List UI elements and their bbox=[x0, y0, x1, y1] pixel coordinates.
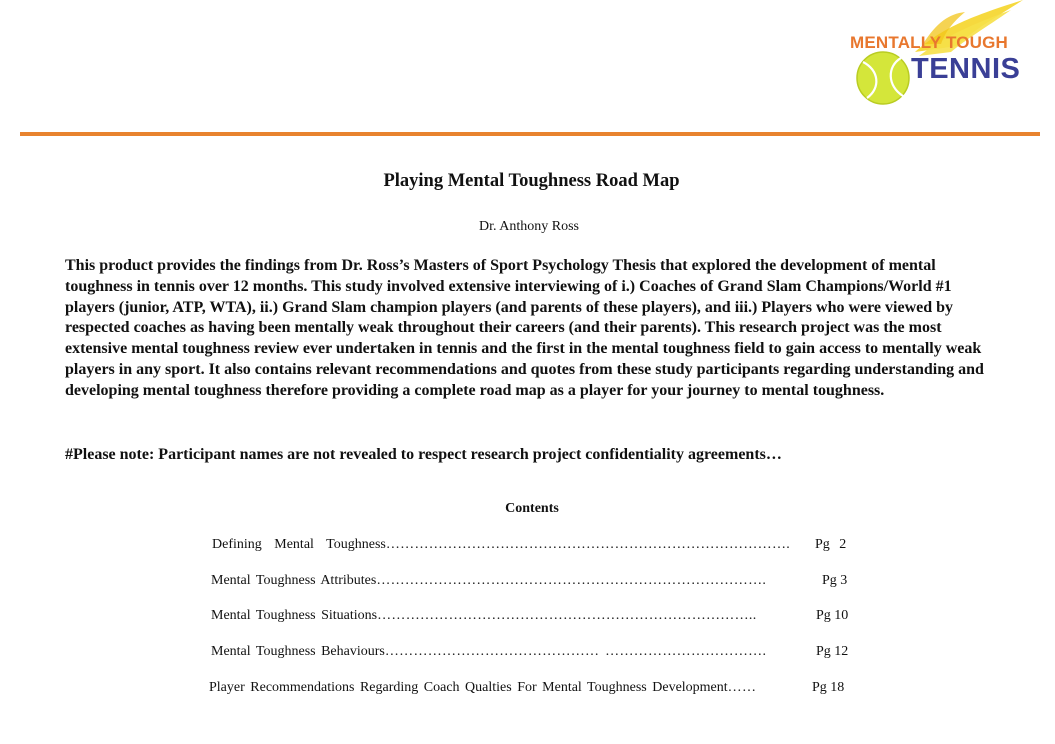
toc-leader-dots: ……………………………………… ……………………………. bbox=[384, 644, 767, 659]
document-title: Playing Mental Toughness Road Map bbox=[383, 171, 680, 191]
toc-entry-mental-toughness-behaviours[interactable] bbox=[211, 644, 766, 660]
document-author: Dr. Anthony Ross bbox=[479, 219, 579, 234]
toc-entry-label: Mental Toughness Behaviours bbox=[211, 644, 385, 659]
intro-paragraph: This product provides the findings from Dr. Ross’s Masters of Sport Psychology Thesis that explored the development of mental toughness in tennis over 12 months. This study involved extensive interviewing of i.) Coaches of Grand Slam Champions/World #1 players (junior, ATP, WTA), ii.) Grand Slam champion players (and parents of these players), and iii.) Players who were viewed by respected coaches as having been mentally weak throughout their careers (and their parents). This research project was the most extensive mental toughness review ever undertaken in tennis and the first in the mental toughness field to gain access to mentally weak players in any sport. It also contains relevant recommendations and quotes from these study participants regarding understanding and developing mental toughness therefore providing a complete road map as a player for your journey to mental toughness. bbox=[65, 257, 984, 399]
toc-page-number: Pg 10 bbox=[816, 608, 849, 623]
toc-entry-label: Mental Toughness Attributes bbox=[211, 573, 377, 588]
confidentiality-note: #Please note: Participant names are not revealed to respect research project confidentiality agreements… bbox=[65, 446, 782, 463]
toc-leader-dots: ………………………………………………………………………. bbox=[376, 573, 767, 588]
toc-entry-defining-mental-toughness[interactable] bbox=[212, 537, 790, 553]
header-divider bbox=[20, 132, 1040, 136]
toc-entry-label: Mental Toughness Situations bbox=[211, 608, 378, 623]
toc-entry-label: Defining Mental Toughness bbox=[212, 537, 386, 552]
toc-entry-label: Player Recommendations Regarding Coach Qualties For Mental Toughness Development bbox=[209, 680, 728, 695]
toc-page-number: Pg 12 bbox=[816, 644, 849, 659]
toc-page-number: Pg 3 bbox=[822, 573, 848, 588]
toc-entry-mental-toughness-attributes[interactable] bbox=[211, 573, 766, 589]
mentally-tough-tennis-logo bbox=[845, 0, 1045, 110]
toc-entry-player-recommendations[interactable] bbox=[209, 680, 756, 696]
toc-leader-dots: …… bbox=[727, 680, 757, 695]
toc-leader-dots: …………………………………………………………………….. bbox=[377, 608, 757, 623]
contents-heading: Contents bbox=[505, 501, 559, 516]
toc-page-number: Pg 2 bbox=[815, 537, 847, 552]
logo-text-mentally-tough: MENTALLY TOUGH bbox=[850, 33, 1009, 52]
toc-entry-mental-toughness-situations[interactable] bbox=[211, 608, 757, 624]
logo-text-tennis: TENNIS bbox=[911, 53, 1021, 85]
toc-page-number: Pg 18 bbox=[812, 680, 845, 695]
toc-leader-dots: …………………………………………………………………………. bbox=[385, 537, 791, 552]
